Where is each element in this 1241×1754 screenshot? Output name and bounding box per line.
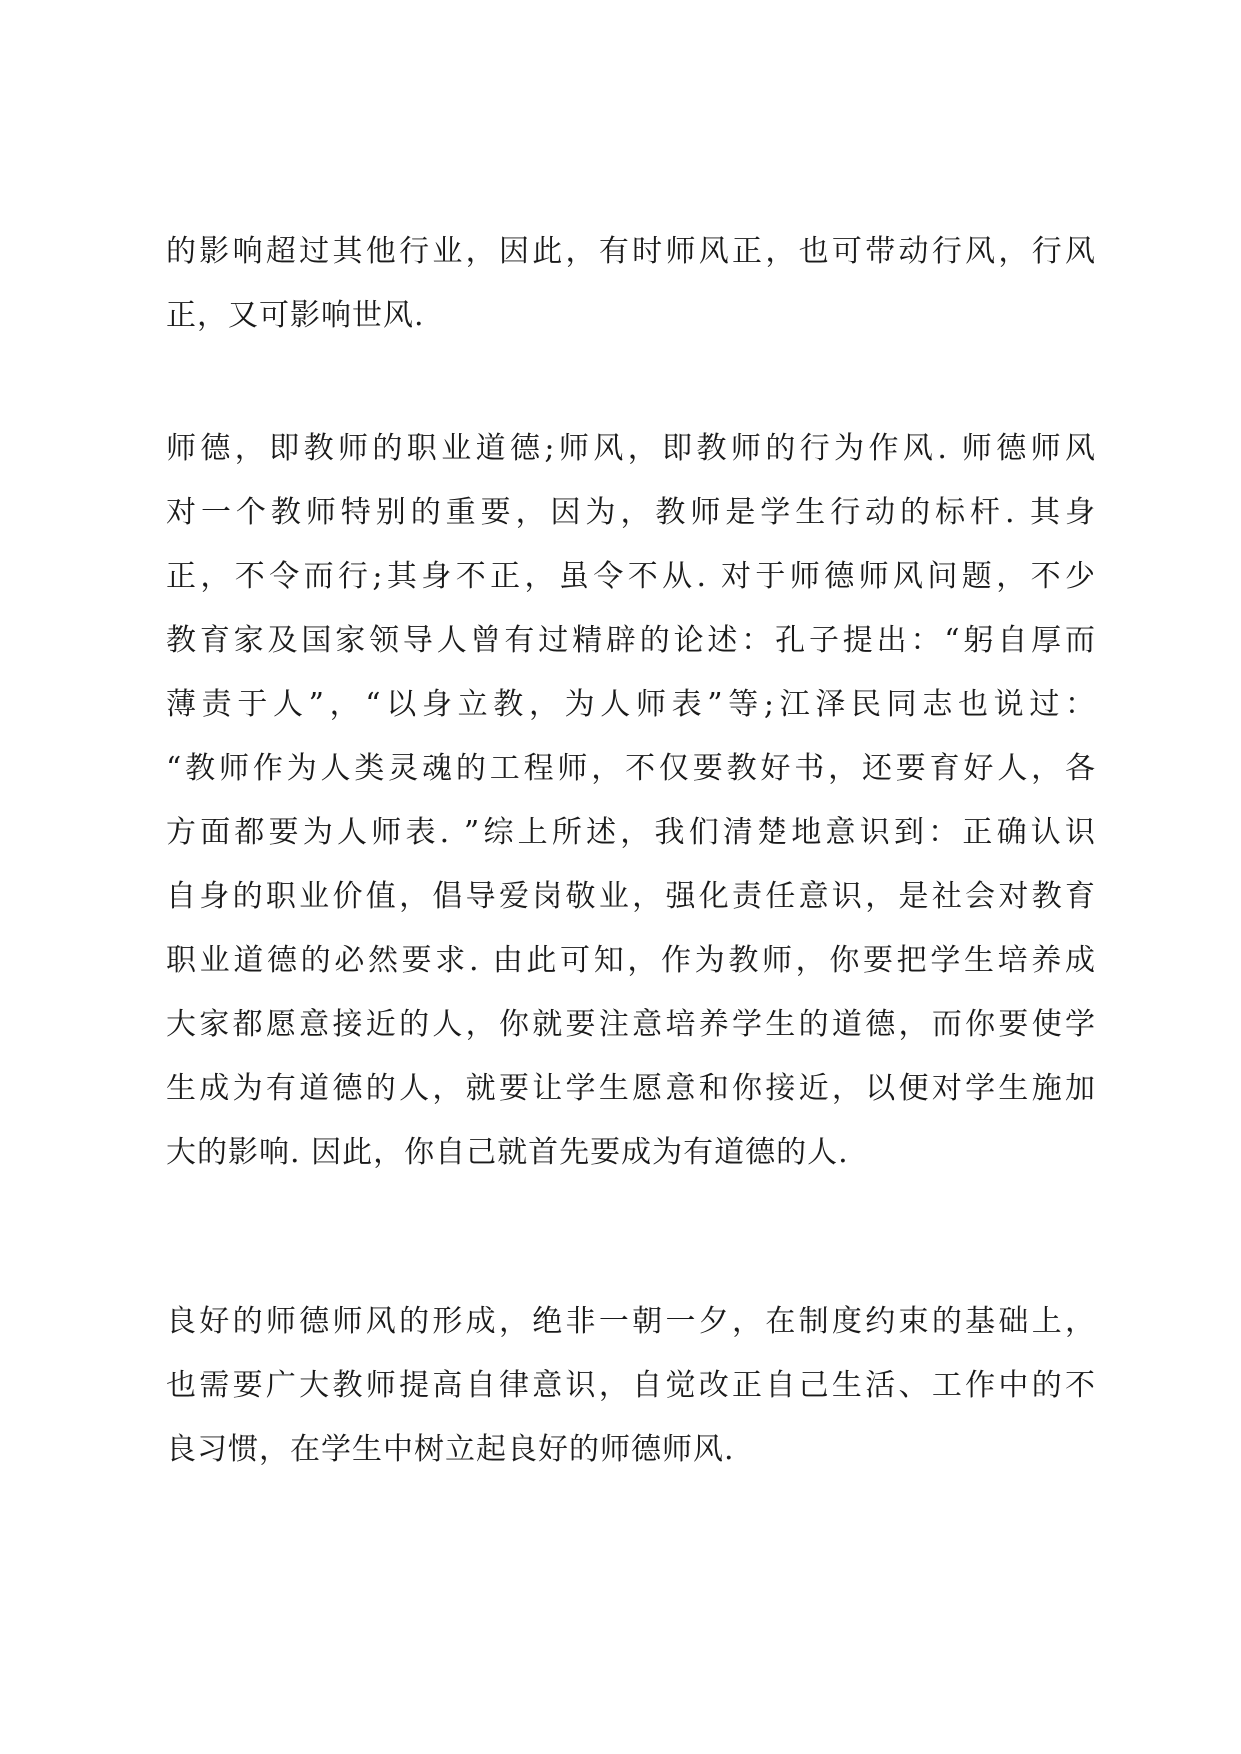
text-line: 教育家及国家领导人曾有过精辟的论述：孔子提出：“躬自厚而 <box>166 623 1096 658</box>
text-line: 也需要广大教师提高自律意识，自觉改正自己生活、工作中的不 <box>166 1368 1096 1403</box>
text-line: 的影响超过其他行业，因此，有时师风正，也可带动行风，行风 <box>166 234 1096 269</box>
paragraph-3 <box>166 1290 1096 1482</box>
text-line: 师德，即教师的职业道德;师风，即教师的行为作风. 师德师风 <box>166 431 1096 466</box>
text-line: 正，不令而行;其身不正，虽令不从. 对于师德师风问题，不少 <box>166 559 1096 594</box>
text-line: 职业道德的必然要求. 由此可知，作为教师，你要把学生培养成 <box>166 943 1096 978</box>
text-line: 良习惯，在学生中树立起良好的师德师风. <box>166 1432 735 1467</box>
text-line: 自身的职业价值，倡导爱岗敬业，强化责任意识，是社会对教育 <box>166 879 1096 914</box>
text-line: 大的影响. 因此，你自己就首先要成为有道德的人. <box>166 1135 849 1170</box>
paragraph-2 <box>166 417 1096 1185</box>
text-line: 良好的师德师风的形成，绝非一朝一夕，在制度约束的基础上， <box>166 1304 1096 1339</box>
paragraph-1 <box>166 220 1096 348</box>
text-line: 正，又可影响世风. <box>166 298 425 333</box>
text-line: 方面都要为人师表. ”综上所述，我们清楚地意识到：正确认识 <box>166 815 1096 850</box>
text-line: 对一个教师特别的重要，因为，教师是学生行动的标杆. 其身 <box>166 495 1096 530</box>
text-line: 生成为有道德的人，就要让学生愿意和你接近，以便对学生施加 <box>166 1071 1096 1106</box>
text-line: “教师作为人类灵魂的工程师，不仅要教好书，还要育好人，各 <box>166 751 1096 786</box>
text-line: 薄责于人”，“以身立教，为人师表”等;江泽民同志也说过： <box>166 687 1096 722</box>
text-line: 大家都愿意接近的人，你就要注意培养学生的道德，而你要使学 <box>166 1007 1096 1042</box>
